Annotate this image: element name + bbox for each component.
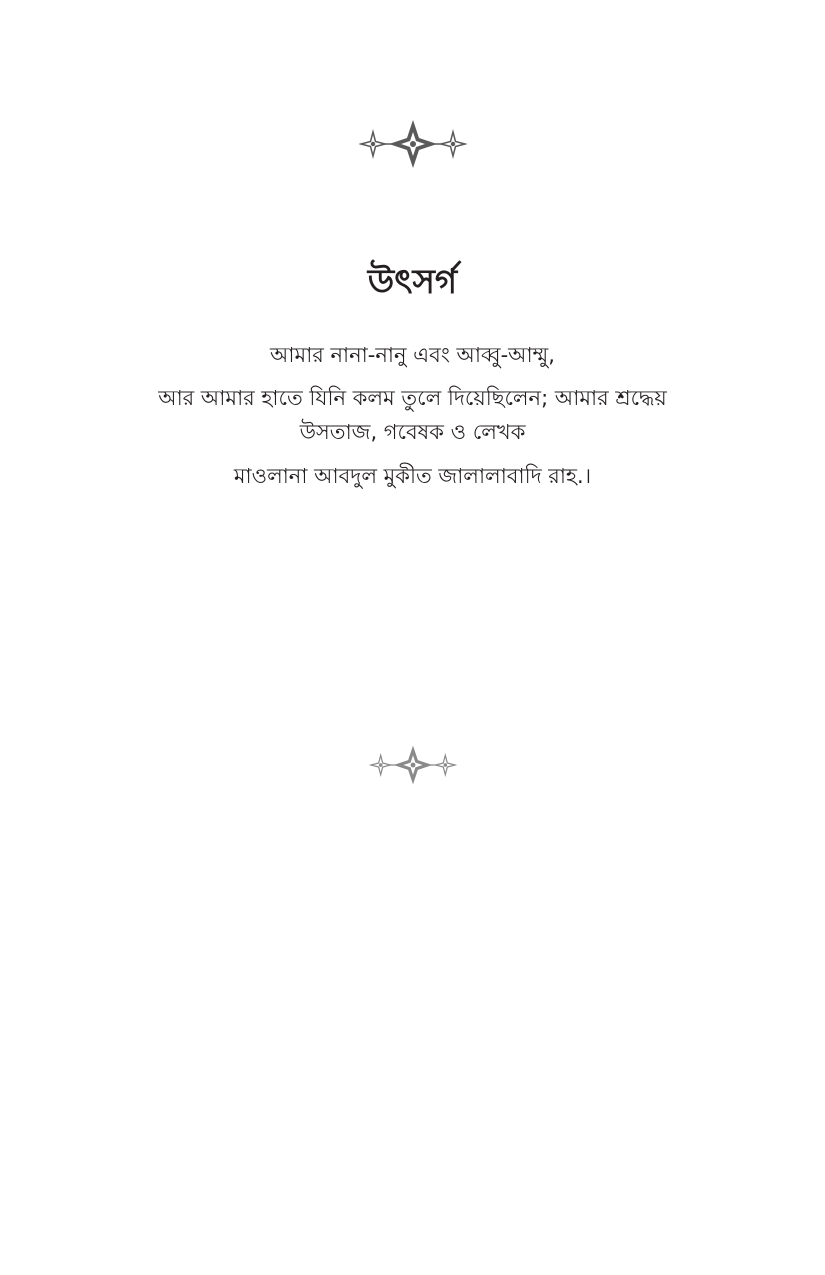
- dedication-line-teacher-name: মাওলানা আবদুল মুকীত জালালাবাদি রাহ.।: [233, 464, 592, 488]
- dedication-line-teacher-intro: আর আমার হাতে যিনি কলম তুলে দিয়েছিলেন; আমার শ্রদ্ধেয়: [158, 386, 667, 410]
- dedication-line-family: আমার নানা-নানু এবং আব্বু-আম্মু,: [270, 343, 555, 367]
- top-star-ornament-icon: [359, 118, 467, 170]
- bottom-star-ornament-icon: [368, 744, 458, 786]
- dedication-title: উৎসর্গ: [367, 262, 458, 302]
- dedication-line-teacher-roles: উসতাজ, গবেষক ও লেখক: [299, 420, 526, 444]
